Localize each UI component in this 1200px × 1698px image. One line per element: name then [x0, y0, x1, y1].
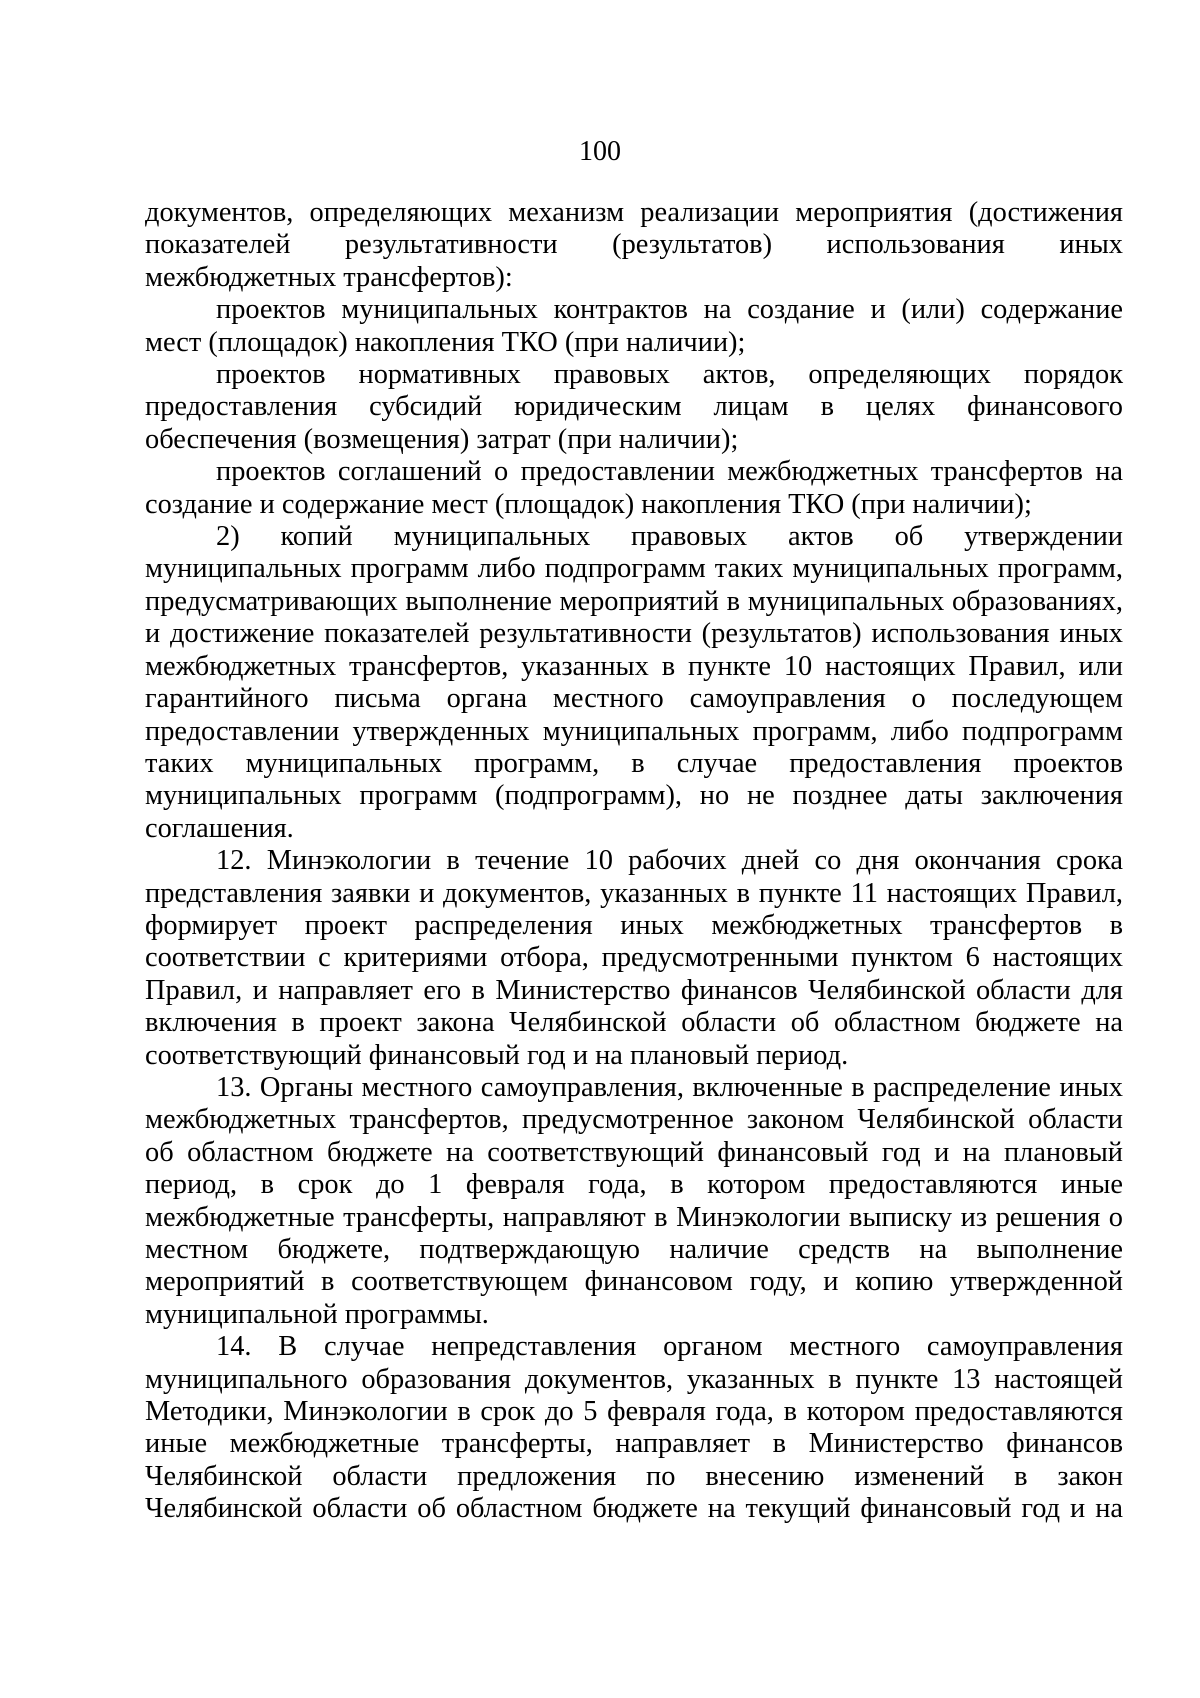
- page-number: 100: [579, 136, 621, 167]
- document-body: [145, 197, 1123, 1526]
- paragraph-clause-12: 12. Минэкологии в течение 10 рабочих дней со дня окончания срока представления заявки и документов, указанных в пункте 11 настоящих Правил, формирует проект распределения иных межбюджетных трансфертов в соответствии с критериями отбора, предусмотренными пунктом 6 настоящих Правил, и направляет его в Министерство финансов Челябинской области для включения в проект закона Челябинской области об областном бюджете на соответствующий финансовый год и на плановый период.: [145, 845, 1123, 1071]
- paragraph-normative-acts: проектов нормативных правовых актов, определяющих порядок предоставления субсидий юридическим лицам в целях финансового обеспечения (возмещения) затрат (при наличии);: [145, 359, 1123, 455]
- paragraph-documents-list: документов, определяющих механизм реализации мероприятия (достижения показателей результативности (результатов) использования иных межбюджетных трансфертов):: [145, 197, 1123, 293]
- paragraph-clause-13: 13. Органы местного самоуправления, включенные в распределение иных межбюджетных трансфертов, предусмотренное законом Челябинской области об областном бюджете на соответствующий финансовый год и на плановый период, в срок до 1 февраля года, в котором предоставляются иные межбюджетные трансферты, направляют в Минэкологии выписку из решения о местном бюджете, подтверждающую наличие средств на выполнение мероприятий в соответствующем финансовом году, и копию утвержденной муниципальной программы.: [145, 1071, 1123, 1330]
- paragraph-municipal-contracts: проектов муниципальных контрактов на создание и (или) содержание мест (площадок) накопления ТКО (при наличии);: [145, 294, 1123, 358]
- paragraph-agreements: проектов соглашений о предоставлении межбюджетных трансфертов на создание и содержание мест (площадок) накопления ТКО (при наличии);: [145, 456, 1123, 520]
- paragraph-clause-14: 14. В случае непредставления органом местного самоуправления муниципального образования документов, указанных в пункте 13 настоящей Методики, Минэкологии в срок до 5 февраля года, в котором предоставляются иные межбюджетные трансферты, направляет в Министерство финансов Челябинской области предложения по внесению изменений в закон Челябинской области об областном бюджете на текущий финансовый год и на: [145, 1331, 1123, 1525]
- paragraph-item-2: 2) копий муниципальных правовых актов об утверждении муниципальных программ либо подпрограмм таких муниципальных программ, предусматривающих выполнение мероприятий в муниципальных образованиях, и достижение показателей результативности (результатов) использования иных межбюджетных трансфертов, указанных в пункте 10 настоящих Правил, или гарантийного письма органа местного самоуправления о последующем предоставлении утвержденных муниципальных программ, либо подпрограмм таких муниципальных программ, в случае предоставления проектов муниципальных программ (подпрограмм), но не позднее даты заключения соглашения.: [145, 521, 1123, 844]
